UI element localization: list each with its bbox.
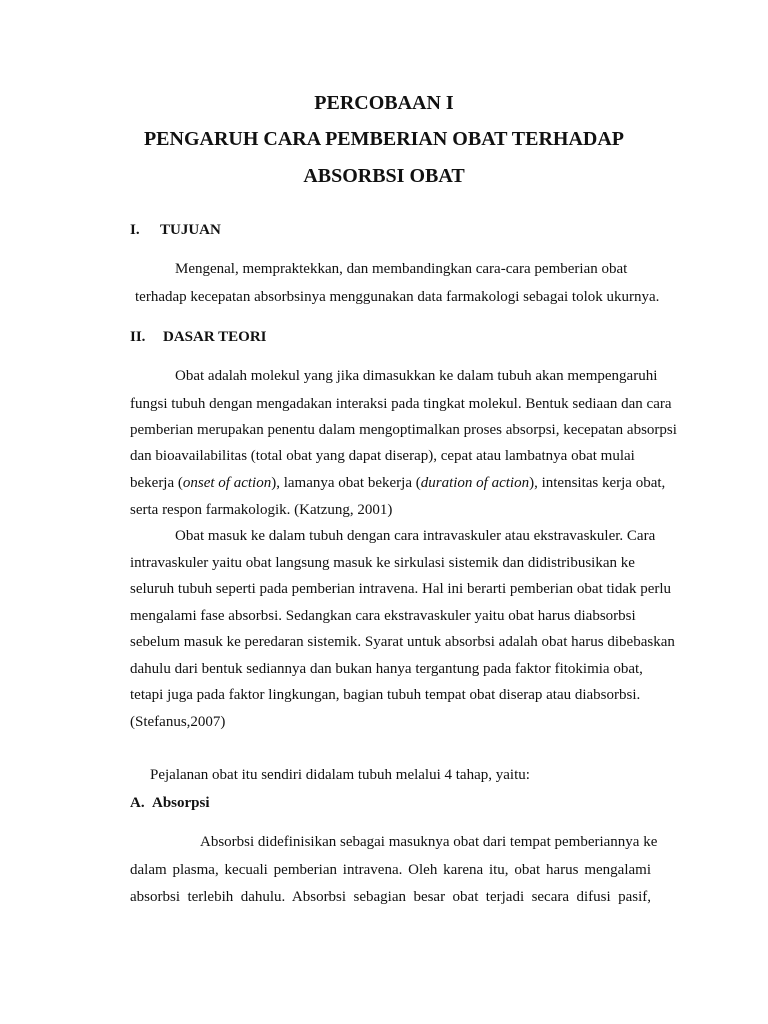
onset-of-action-term: onset of action	[182, 475, 272, 491]
title-line-2: PENGARUH CARA PEMBERIAN OBAT TERHADAP	[143, 128, 625, 150]
dasar-p2-line-5: sebelum masuk ke peredaran sistemik. Syarat untuk absorbsi adalah obat harus dibebaskan	[130, 634, 675, 650]
dasar-p3-line: Pejalanan obat itu sendiri didalam tubuh melalui 4 tahap, yaitu:	[150, 767, 530, 783]
absorpsi-line-1: Absorbsi didefinisikan sebagai masuknya obat dari tempat pemberiannya ke	[200, 834, 658, 850]
dasar-p1-line-5: bekerja (onset of action), lamanya obat bekerja (duration of action), intensitas kerja obat,	[130, 475, 666, 491]
dasar-p1-line-3: pemberian merupakan penentu dalam mengoptimalkan proses absorpsi, kecepatan absorpsi	[130, 422, 677, 438]
absorpsi-line-2: dalam plasma, kecuali pemberian intravena. Oleh karena itu, obat harus mengalami	[130, 862, 651, 878]
title-line-1: PERCOBAAN I	[314, 92, 454, 114]
section-2-number: II.	[130, 329, 146, 345]
dasar-p2-line-1: Obat masuk ke dalam tubuh dengan cara intravaskuler atau ekstravaskuler. Cara	[175, 528, 656, 544]
absorpsi-line-3: absorbsi terlebih dahulu. Absorbsi sebagian besar obat terjadi secara difusi pasif,	[130, 889, 651, 905]
dasar-p2-line-2: intravaskuler yaitu obat langsung masuk ke sirkulasi sistemik dan didistribusikan ke	[130, 555, 635, 571]
subsection-a-number: A.	[130, 795, 145, 811]
section-2-title: DASAR TEORI	[163, 329, 267, 345]
dasar-p1-line-1: Obat adalah molekul yang jika dimasukkan ke dalam tubuh akan mempengaruhi	[175, 368, 658, 384]
section-1-heading	[130, 220, 221, 240]
dasar-p2-line-8: (Stefanus,2007)	[130, 714, 226, 730]
section-2-heading	[130, 327, 267, 347]
dasar-p2-line-6: dahulu dari bentuk sediannya dan bukan hanya tergantung pada faktor fitokimia obat,	[130, 661, 643, 677]
title-line-3: ABSORBSI OBAT	[303, 165, 465, 187]
dasar-p2-line-3: seluruh tubuh seperti pada pemberian intravena. Hal ini berarti pemberian obat tidak perlu	[130, 581, 672, 597]
dasar-p1-line-6: serta respon farmakologik. (Katzung, 2001)	[130, 502, 393, 518]
duration-of-action-term: duration of action	[420, 475, 530, 491]
dasar-p2-line-4: mengalami fase absorbsi. Sedangkan cara ekstravaskuler yaitu obat harus diabsorbsi	[130, 608, 636, 624]
subsection-a-title: Absorpsi	[152, 795, 210, 811]
tujuan-line-1: Mengenal, mempraktekkan, dan membandingkan cara-cara pemberian obat	[175, 261, 628, 277]
section-1-title: TUJUAN	[160, 222, 221, 238]
subsection-a-heading	[130, 793, 210, 813]
section-1-number: I.	[130, 222, 140, 238]
dasar-p1-line-4: dan bioavailabilitas (total obat yang dapat diserap), cepat atau lambatnya obat mulai	[130, 448, 635, 464]
tujuan-line-2: terhadap kecepatan absorbsinya menggunakan data farmakologi sebagai tolok ukurnya.	[135, 289, 660, 305]
dasar-p2-line-7: tetapi juga pada faktor lingkungan, bagian tubuh tempat obat diserap atau diabsorbsi.	[130, 687, 641, 703]
dasar-p1-line-2: fungsi tubuh dengan mengadakan interaksi pada tingkat molekul. Bentuk sediaan dan cara	[130, 396, 672, 412]
